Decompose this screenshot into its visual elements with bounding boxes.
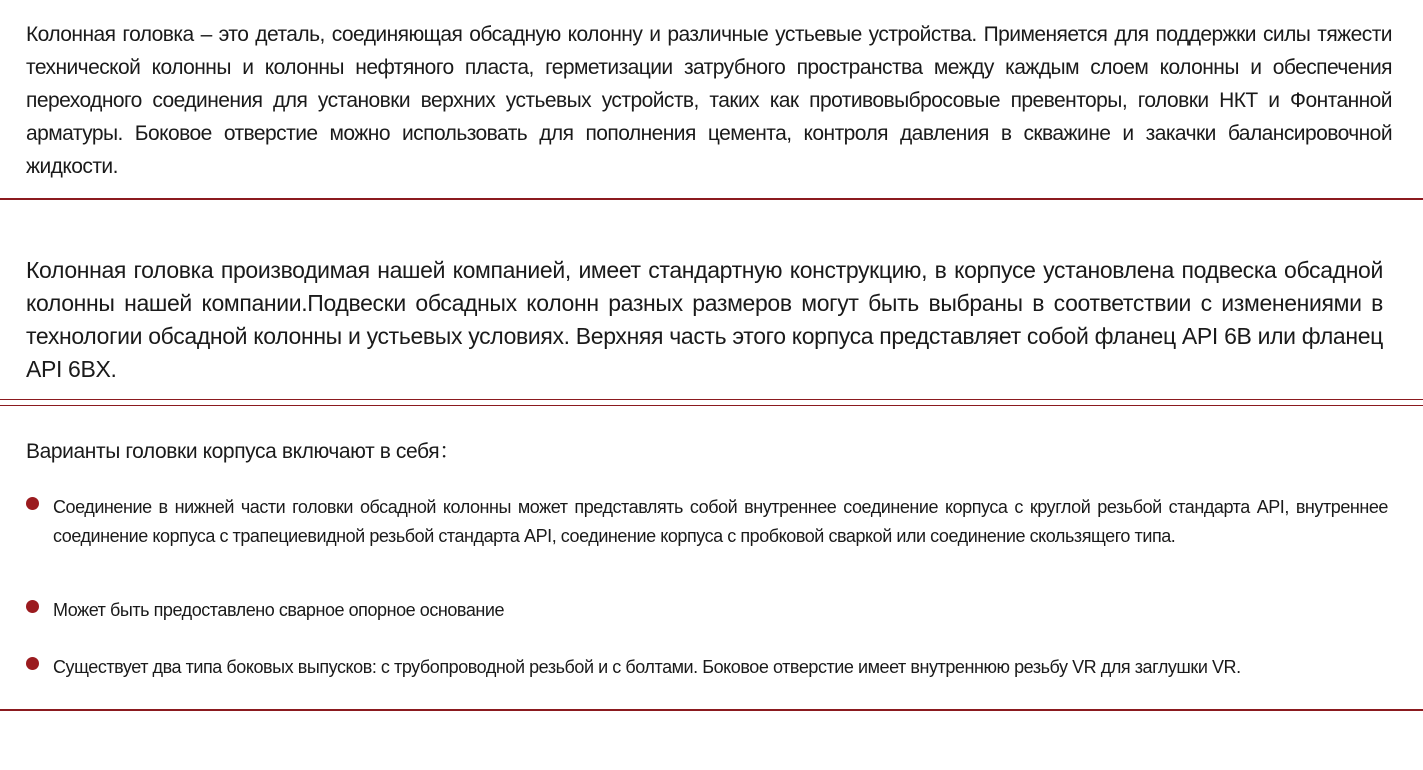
list-item	[26, 653, 1388, 682]
list-item-text: Соединение в нижней части головки обсадной колонны может представлять собой внутреннее соединение корпуса с круглой резьбой стандарта API, внутреннее соединение корпуса с трапециевидной резьбой стандарта API, соединение корпуса с пробковой сваркой или соединение скользящего типа.	[53, 497, 1388, 546]
bullet-dot-icon	[26, 657, 39, 670]
list-item-text: Может быть предоставлено сварное опорное основание	[53, 600, 505, 620]
bullet-dot-icon	[26, 497, 39, 510]
section-divider	[0, 399, 1423, 400]
section-divider	[0, 198, 1423, 200]
section-divider	[0, 405, 1423, 406]
intro-paragraph: Колонная головка – это деталь, соединяющая обсадную колонну и различные устьевые устройства. Применяется для поддержки силы тяжести технической колонны и колонны нефтяного пласта, герметизации затрубного пространства между каждым слоем колонны и обеспечения переходного соединения для установки верхних устьевых устройств, таких как противовыбросовые превенторы, головки НКТ и Фонтанной арматуры. Боковое отверстие можно использовать для пополнения цемента, контроля давления в скважине и закачки балансировочной жидкости.	[26, 23, 1392, 178]
section-divider	[0, 709, 1423, 711]
list-item-text: Существует два типа боковых выпусков: с трубопроводной резьбой и с болтами. Боковое отверстие имеет внутреннюю резьбу VR для заглушки VR.	[53, 657, 1241, 677]
product-section	[26, 254, 1383, 386]
list-item	[26, 596, 1388, 625]
bullet-dot-icon	[26, 600, 39, 613]
product-paragraph: Колонная головка производимая нашей компанией, имеет стандартную конструкцию, в корпусе установлена подвеска обсадной колонны нашей компании.Подвески обсадных колонн разных размеров могут быть выбраны в соответствии с изменениями в технологии обсадной колонны и устьевых условиях. Верхняя часть этого корпуса представляет собой фланец API 6B или фланец API 6BX.	[26, 257, 1383, 382]
list-item	[26, 493, 1388, 551]
intro-section	[26, 18, 1392, 183]
variants-heading: Варианты головки корпуса включают в себя：	[26, 440, 460, 463]
